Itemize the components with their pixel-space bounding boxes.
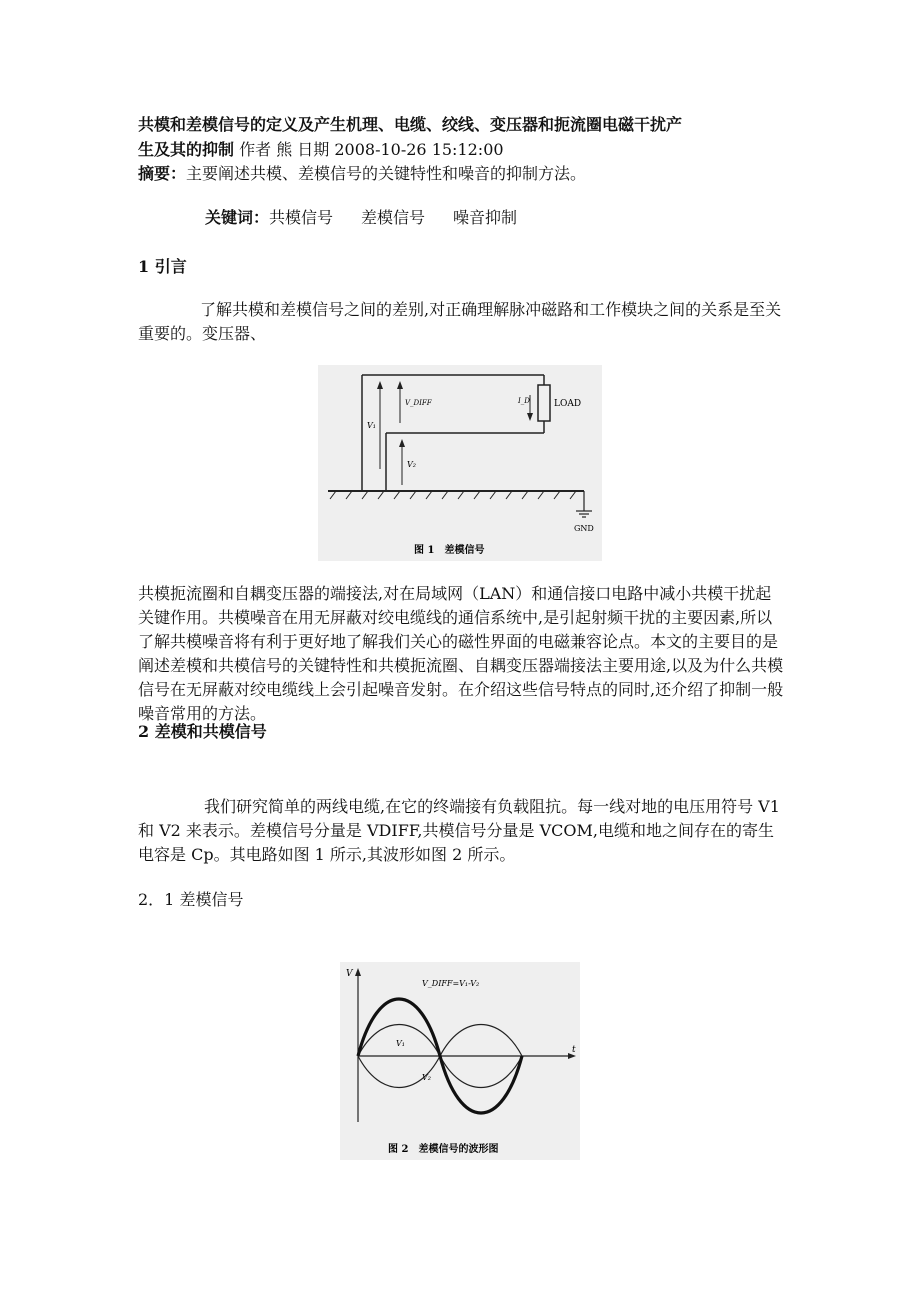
keyword-item: 噪音抑制 xyxy=(453,208,518,227)
abstract xyxy=(138,162,786,186)
figure-2-caption: 图 2 差模信号的波形图 xyxy=(388,1144,499,1155)
figure-1 xyxy=(318,365,602,561)
figure-2 xyxy=(340,962,580,1160)
fig1-label-v1: V₁ xyxy=(367,421,376,430)
fig2-label-vdiff-eq: V_DIFF=V₁-V₂ xyxy=(422,979,480,988)
title-line-1: 共模和差模信号的定义及产生机理、电缆、绞线、变压器和扼流圈电磁干扰产 xyxy=(138,115,683,134)
section-1-heading: 1 引言 xyxy=(138,257,187,276)
section-1-paragraph-1: 了解共模和差模信号之间的差别,对正确理解脉冲磁路和工作模块之间的关系是至关重要的。变压器、 xyxy=(138,300,782,343)
fig2-label-v2: V₂ xyxy=(422,1073,431,1082)
keyword-item: 差模信号 xyxy=(361,208,426,227)
keywords-label: 关键词： xyxy=(205,208,270,227)
section-2-paragraph: 我们研究简单的两线电缆,在它的终端接有负载阻抗。每一线对地的电压用符号 V1 和 V2 来表示。差模信号分量是 VDIFF,共模信号分量是 VCOM,电缆和地之间存在的寄生电容是 Cp。其电路如图 1 所示,其波形如图 2 所示。 xyxy=(138,797,780,864)
fig1-label-id: I_D xyxy=(518,397,530,405)
keywords xyxy=(205,206,853,230)
section-2-1-heading: 2．1 差模信号 xyxy=(138,890,244,909)
fig2-label-v1: V₁ xyxy=(396,1039,405,1048)
title-line-2 xyxy=(138,137,786,162)
fig1-label-gnd: GND xyxy=(574,524,594,533)
figure-2-waveform xyxy=(340,962,580,1160)
title-meta: 作者 熊 日期 2008-10-26 15:12:00 xyxy=(234,140,504,159)
keyword-item: 共模信号 xyxy=(269,208,334,227)
figure-1-caption: 图 1 差模信号 xyxy=(414,545,485,556)
fig1-label-v2: V₂ xyxy=(407,460,416,469)
title-line-2-bold: 生及其的抑制 xyxy=(138,140,235,159)
abstract-label: 摘要： xyxy=(138,164,187,183)
fig2-label-v: V xyxy=(346,969,353,979)
document-title xyxy=(138,112,786,162)
fig2-label-t: t xyxy=(572,1045,576,1055)
fig1-label-load: LOAD xyxy=(554,399,582,409)
abstract-text: 主要阐述共模、差模信号的关键特性和噪音的抑制方法。 xyxy=(186,164,587,183)
section-1-paragraph-2: 共模扼流圈和自耦变压器的端接法,对在局域网（LAN）和通信接口电路中减小共模干扰起关键作用。共模噪音在用无屏蔽对绞电缆线的通信系统中,是引起射频干扰的主要因素,所以了解共模噪音将有利于更好地了解我们关心的磁性界面的电磁兼容论点。本文的主要目的是阐述差模和共模信号的关键特性和共模扼流圈、自耦变压器端接法主要用途,以及为什么共模信号在无屏蔽对绞电缆线上会引起噪音发射。在介绍这些信号特点的同时,还介绍了抑制一般噪音常用的方法。 xyxy=(138,584,784,723)
figure-1-diagram xyxy=(318,365,602,561)
section-2-heading: 2 差模和共模信号 xyxy=(138,722,267,741)
fig1-label-vdiff: V_DIFF xyxy=(405,399,432,407)
